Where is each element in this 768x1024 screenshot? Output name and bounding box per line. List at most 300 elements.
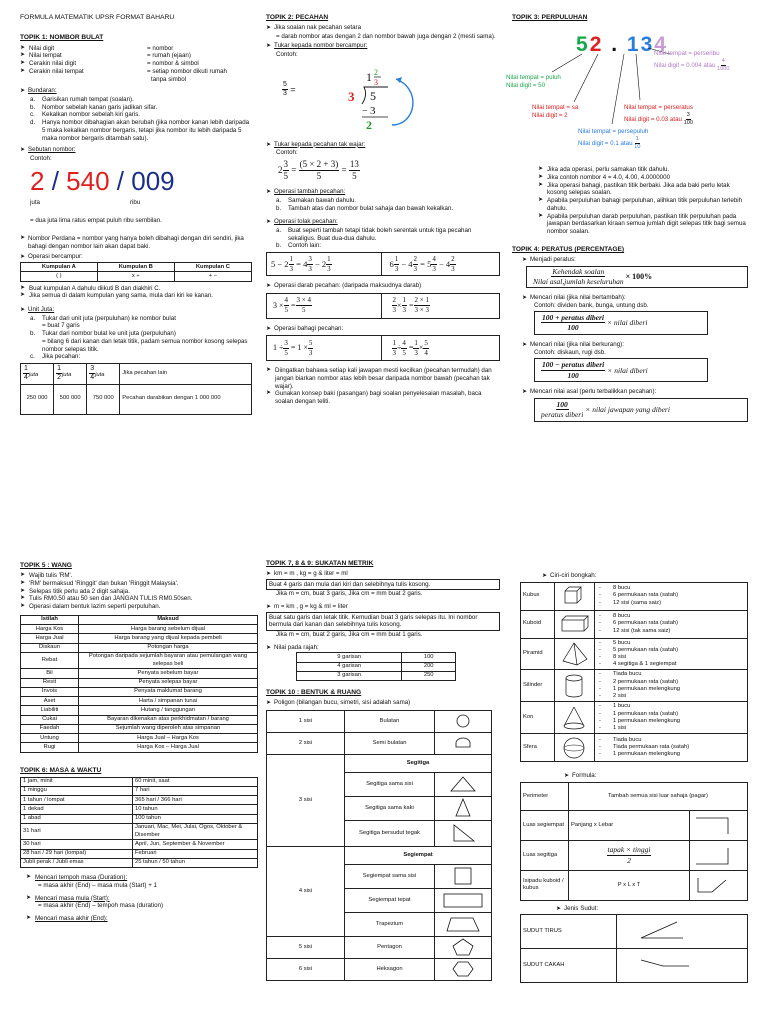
dash: - — [599, 613, 601, 620]
topic-2-heading: TOPIK 2: PECAHAN — [266, 14, 329, 21]
juta-cell: 250 000 — [21, 384, 54, 414]
arrow-icon: ➤ — [266, 283, 272, 290]
unit-juta-item-text: Jika pecahan: — [42, 353, 81, 361]
sudut-name: SUDUT TIRUS — [521, 915, 617, 949]
dash: - — [599, 627, 601, 634]
bongkah-desc-line — [599, 600, 743, 607]
arrow-icon: ➤ — [266, 644, 272, 651]
topic-10-heading: TOPIK 10 : BENTUK & RUANG — [266, 689, 362, 697]
masa-note — [20, 915, 258, 923]
label-perseribu: Nilai tempat = perseribu Nilai digit = 0.004 atau $\frac{4}{1000}$ — [654, 50, 730, 72]
ciri-heading: Ciri-ciri bongkah: — [550, 572, 597, 579]
metric-rule-1: km = m , kg = g & liter = ml — [274, 570, 348, 578]
obtuse-angle-icon — [617, 949, 748, 983]
wang-item-text: 'RM' bermaksud 'Ringgit' dan bukan 'Ringgit Malaysia'. — [29, 579, 179, 587]
bongkah-desc-text: 6 permukaan rata (satah) — [613, 592, 679, 599]
poligon-sisi: 6 sisi — [267, 958, 345, 980]
kon-icon — [555, 702, 595, 734]
darab-heading: Operasi darab pecahan: (daripada maksudnya darab) — [274, 282, 422, 290]
svg-text:2: 2 — [366, 117, 372, 132]
perpuluhan-note-text: Apabila perpuluhan bahagi perpuluhan, alihkan titik perpuluhan terlebih dahulu. — [547, 197, 743, 212]
unit-juta-list — [20, 315, 252, 362]
perpuluhan-note — [538, 213, 748, 236]
poligon-nama: Segiempat sama sisi — [345, 864, 435, 888]
bongkah-desc-line — [599, 737, 743, 744]
setara-text: Jika soalan nak pecahan setara — [274, 24, 362, 32]
topic-4-heading: TOPIK 4: PERATUS (PERCENTAGE) — [512, 245, 625, 253]
arrow-icon: ➤ — [266, 189, 272, 196]
bongkah-desc — [595, 702, 748, 734]
rajah-key: 9 garisan — [297, 653, 402, 662]
bongkah-desc-text: 1 bucu — [613, 703, 631, 710]
wang-term: Liabiliti — [21, 706, 79, 715]
masa-value: 365 hari / 366 hari — [133, 796, 258, 805]
wang-meaning: Harta / simpanan tunai — [79, 697, 258, 706]
arrow-icon: ➤ — [522, 341, 528, 348]
segitiga-sama-sisi-icon — [435, 772, 492, 796]
bongkah-name: Kubus — [521, 582, 555, 610]
label-puluh: Nilai tempat = puluh Nilai digit = 50 — [506, 74, 561, 89]
bulatan-icon — [435, 710, 492, 732]
masa-note-title — [26, 895, 258, 903]
bongkah-desc-line — [599, 628, 743, 635]
topic-5-heading: TOPIK 5 : WANG — [20, 562, 72, 569]
wang-term: Invois — [21, 687, 79, 696]
arrow-icon: ➤ — [20, 595, 26, 602]
dash: - — [599, 685, 601, 692]
wang-meaning: Penyata maklumat barang — [79, 687, 258, 696]
unit-juta-heading: Unit Juta: — [28, 306, 55, 314]
wang-meaning: Harga Kos – Harga Jual — [79, 743, 258, 752]
definition-value: = rumah (ejaan) — [147, 52, 191, 60]
pecahan-notes — [266, 367, 500, 406]
arrow-icon: ➤ — [266, 141, 272, 148]
formula-box-3: $\frac{\text{100 − peratus diberi}}{100}$ × nilai diberi — [534, 358, 708, 382]
bongkah-name: Silinder — [521, 670, 555, 702]
masa-key: 31 hari — [21, 823, 133, 839]
wang-col-header: Maksud — [79, 615, 258, 624]
campur-col-header: Kumpulan A — [21, 263, 98, 272]
wang-meaning: Harga barang sebelum dijual — [79, 625, 258, 634]
svg-text:1: 1 — [366, 69, 372, 84]
pecahan-note — [266, 390, 500, 406]
unit-juta-item — [20, 353, 252, 361]
number-reading: = dua juta lima ratus empat puluh ribu sembilan. — [30, 217, 162, 225]
poligon-nama: Segitiga bersudut tegak — [345, 820, 435, 846]
campur-heading: Operasi bercampur: — [28, 252, 83, 260]
arrow-icon: ➤ — [20, 307, 26, 314]
unit-juta-item — [20, 315, 252, 323]
bongkah-desc-line — [599, 686, 743, 693]
wang-row — [21, 643, 258, 652]
bongkah-desc-line — [599, 585, 743, 592]
column-2 — [266, 14, 500, 406]
masa-value: 100 tahun — [133, 814, 258, 823]
campur-pecahan-heading: Tukar kepada nombor bercampur: — [274, 42, 368, 50]
denominator: 4 — [24, 374, 28, 382]
label-perseratus: Nilai tempat = perseratus Nilai digit = 0.03 atau $\frac{3}{100}$ — [624, 104, 693, 126]
bundaran-item-text: Kekalkan nombor sebelah kiri garis. — [42, 111, 141, 119]
sudut-name: SUDUT CAKAH — [521, 949, 617, 983]
masa-row — [21, 786, 258, 795]
segitiga-bersudut-tegak-icon — [435, 820, 492, 846]
tolak-example-box: 5 − 2 $\frac{1}{3}$ = 4 $\frac{3}{3}$ − 2 $\frac{1}{3}$ 6 $\frac{1}{3}$ − 4 $\frac{2}{3}$ = 5 $\frac{4}{3}$ − 4 $\frac{2}{3}$ — [266, 252, 500, 276]
bongkah-desc-line — [599, 693, 743, 700]
topic-1-heading: TOPIK 1: NOMBOR BULAT — [20, 34, 104, 42]
masa-note-text: Mencari tempoh masa (Duration): — [35, 874, 128, 882]
peratus-p3-contoh: Contoh: diskaun, rugi dsb. — [534, 349, 606, 357]
unit-juta-item-text: Tukar dari nombor bulat ke unit juta (perpuluhan) — [42, 330, 176, 338]
unit-juta-item-key: c. — [30, 353, 35, 361]
poligon-nama: Semi bulatan — [345, 732, 435, 754]
wang-meaning: Potongan daripada sejumlah bayaran atau pemulangan wang selepas beli — [79, 652, 258, 668]
bundaran-item — [20, 111, 252, 119]
masa-note-title — [26, 874, 258, 882]
topic-6-heading: TOPIK 6: MASA & WAKTU — [20, 766, 102, 774]
arrow-icon: ➤ — [26, 915, 32, 922]
arrow-icon: ➤ — [26, 874, 32, 881]
pecahan-note — [266, 367, 500, 390]
bundaran-item-key: c. — [30, 111, 35, 119]
juta-header-last: Jika pecahan lain — [120, 364, 252, 385]
tambah-list — [266, 197, 500, 213]
bongkah-desc-line — [599, 751, 743, 758]
wang-row — [21, 743, 258, 752]
masa-value: 60 minit, saat — [133, 777, 258, 786]
metric-rule-1b: Jika m = cm, buat 3 garis, Jika cm = mm buat 2 garis. — [276, 590, 423, 598]
wang-term: Aset — [21, 697, 79, 706]
metric-rule-2: m = km , g = kg & ml = liter — [274, 603, 348, 611]
column-3-bottom — [520, 572, 748, 983]
heksagon-icon — [435, 958, 492, 980]
decimal-place-value-diagram — [506, 24, 748, 164]
arrow-icon: ➤ — [266, 325, 272, 332]
dash: - — [599, 599, 601, 606]
wang-table — [20, 615, 258, 753]
dash: - — [599, 661, 601, 668]
juta-cell: 750 000 — [87, 384, 120, 414]
tolak-list — [266, 227, 500, 250]
formula-key: Perimeter — [521, 782, 569, 810]
bundaran-list — [20, 96, 252, 143]
segiempat-sama-icon — [435, 864, 492, 888]
perpuluhan-note — [538, 182, 748, 198]
unit-juta-item — [20, 338, 252, 354]
bongkah-desc-line — [599, 703, 743, 710]
dash: - — [599, 585, 601, 592]
bundaran-item-text: Nombor sebelah kanan garis jadikan sifar. — [42, 103, 158, 111]
bongkah-name: Piramid — [521, 638, 555, 670]
definition-key: Nilai digit — [29, 44, 55, 52]
bongkah-desc-text: 8 sisi — [613, 653, 627, 660]
masa-value: Januari, Mac, Mei, Julai, Ogos, Oktober & Disember — [133, 823, 258, 839]
juta-unit: juta — [62, 371, 72, 378]
formula-box-2: $\frac{\text{100 + peratus diberi}}{100}$ × nilai diberi — [534, 311, 708, 335]
bongkah-desc — [595, 638, 748, 670]
arrow-icon: ➤ — [266, 390, 272, 397]
campur-table — [20, 262, 252, 281]
numerator: 1 — [56, 365, 62, 375]
bongkah-desc-line — [599, 744, 743, 751]
poligon-nama: Trapezium — [345, 912, 435, 936]
campur-note — [20, 285, 252, 293]
masa-note — [20, 874, 258, 890]
tambah-item-text: Tambah atas dan nombor bulat sahaja dan bawah kekalkan. — [288, 204, 454, 212]
wang-term: Resit — [21, 678, 79, 687]
digit-2: 2 — [589, 33, 604, 57]
unit-juta-item-key — [30, 322, 42, 330]
masa-row — [21, 805, 258, 814]
dash: - — [599, 751, 601, 758]
masa-value: Februari — [133, 849, 258, 858]
semi-bulatan-icon — [435, 732, 492, 754]
wang-item — [20, 603, 258, 611]
bundaran-item-key: b. — [30, 103, 36, 111]
definition-key: Nilai tempat — [29, 52, 62, 60]
tambah-heading: Operasi tambah pecahan: — [274, 188, 346, 196]
label-ribu: ribu — [130, 199, 141, 207]
piramid-icon — [555, 638, 595, 670]
masa-key: 28 hari / 29 hari (lompat) — [21, 849, 133, 858]
formula-heading: Formula: — [572, 772, 597, 780]
poligon-nama: Segitiga sama kaki — [345, 796, 435, 820]
trapezium-icon — [435, 912, 492, 936]
bongkah-desc-text: 1 sisi — [613, 725, 627, 732]
arrow-icon: ➤ — [20, 284, 26, 291]
rajah-key: 4 garisan — [297, 662, 402, 671]
wang-item — [20, 572, 258, 580]
arrow-icon: ➤ — [266, 367, 272, 374]
peratus-p4: Mencari nilai asal (perlu terbalikkan pecahan): — [530, 388, 657, 396]
arrow-icon: ➤ — [522, 294, 528, 301]
arrow-icon: ➤ — [556, 905, 562, 912]
masa-value: 7 hari — [133, 786, 258, 795]
wang-meaning: Penyata sebelum bayar — [79, 669, 258, 678]
masa-row — [21, 777, 258, 786]
arrow-icon: ➤ — [266, 571, 272, 578]
tambah-item — [266, 197, 500, 205]
arrow-icon: ➤ — [20, 44, 26, 51]
masa-key: 1 abad — [21, 814, 133, 823]
bongkah-desc-text: 1 permukaan melengkung — [613, 685, 681, 692]
poligon-sisi: 2 sisi — [267, 732, 345, 754]
definition-row — [20, 52, 252, 60]
contoh-label: Contoh: — [30, 154, 52, 162]
masa-key: 1 jam, minit — [21, 777, 133, 786]
perpuluhan-note — [538, 174, 748, 182]
formula-table — [520, 782, 748, 901]
segiempat-tepat-icon — [435, 888, 492, 912]
sebutan-heading: Sebutan nombor: — [28, 146, 76, 154]
metric-box-1: Buat 4 garis dan mula dari kiri dan selebihnya tulis kosong. — [266, 579, 500, 591]
numerator: 3 — [89, 365, 95, 375]
arrow-icon: ➤ — [522, 257, 528, 264]
bongkah-name: Sfera — [521, 734, 555, 762]
pecahan-note-text: Diingatkan bahawa setiap kali jawapan mesti kecilkan (pecahan termudah) dan jangan biarkan nombor atas lebih besar daripada nombor bawah (pecahan tak wajar). — [275, 367, 492, 390]
segitiga-sama-kaki-icon — [435, 796, 492, 820]
poligon-sisi: 3 sisi — [267, 754, 345, 846]
dash: - — [599, 592, 601, 599]
campur-cell: ( ) — [21, 272, 98, 281]
bongkah-name: Kon — [521, 702, 555, 734]
arrow-icon: ➤ — [20, 52, 26, 59]
topic-3-heading: TOPIK 3: PERPULUHAN — [512, 14, 588, 21]
dash: - — [599, 678, 601, 685]
unit-juta-item-key: a. — [30, 314, 36, 322]
kuboid-icon — [555, 610, 595, 638]
formula-key: Luas segitiga — [521, 840, 569, 870]
arrow-icon: ➤ — [20, 253, 26, 260]
unit-juta-item — [20, 322, 252, 330]
rajah-row — [297, 671, 456, 680]
tolak-heading: Operasi tolak pecahan: — [274, 218, 338, 226]
wang-item — [20, 595, 258, 603]
arrow-icon: ➤ — [20, 292, 26, 299]
definition-value: = nombor & simbol — [147, 60, 199, 68]
mixed-number-illustration — [266, 59, 500, 139]
bongkah-desc-line — [599, 647, 743, 654]
dash: - — [599, 653, 601, 660]
bongkah-desc-line — [599, 718, 743, 725]
masa-value: April, Jun, September & November — [133, 840, 258, 849]
tambah-item-key: a. — [276, 196, 282, 204]
bongkah-desc-line — [599, 661, 743, 668]
unit-juta-item-text: = buat 7 garis — [42, 322, 80, 330]
masa-key: 1 tahun / lompat — [21, 796, 133, 805]
bundaran-item — [20, 96, 252, 104]
masa-note-text: Mencari masa mula (Start): — [35, 894, 110, 902]
formula-value: $\frac{\text{tapak × tinggi}}{2}$ — [569, 840, 690, 870]
perpuluhan-note-text: Jika contoh nombor 4 = 4.0, 4.00, 4.0000000 — [547, 173, 671, 181]
wang-row — [21, 687, 258, 696]
arrow-icon: ➤ — [542, 573, 548, 579]
numerator: 1 — [23, 365, 29, 375]
bongkah-name: Kuboid — [521, 610, 555, 638]
bundaran-item — [20, 119, 252, 142]
svg-text:3: 3 — [374, 77, 378, 87]
rajah-heading: Nilai pada rajah: — [274, 643, 319, 651]
bundaran-item-text: Hanya nombor dibahagian akan berubah (jika nombor kanan lebih daripada 5 maka kekalkan nombor bergaris, tetapi jika nombor itu lebih daripada 5 maka nombor bergaris ditambah satu). — [42, 119, 250, 142]
formula-key: Luas segiempat — [521, 810, 569, 840]
topic-1-definitions — [20, 45, 252, 76]
bongkah-desc-text: 1 permukaan melengkung — [613, 717, 681, 724]
bongkah-desc-text: 8 bucu — [613, 613, 631, 620]
svg-text:5: 5 — [370, 88, 376, 103]
bahagi-heading: Operasi bahagi pecahan: — [274, 324, 344, 332]
wang-term: Untung — [21, 734, 79, 743]
bongkah-desc — [595, 582, 748, 610]
masa-note-desc: = masa akhir (End) – tempoh masa (duration) — [38, 902, 164, 910]
wang-row — [21, 706, 258, 715]
masa-row — [21, 858, 258, 867]
metric-box-2: Buat satu garis dan letak titik. Kemudian buat 3 garis selepas itu. Ini nombor bermula dari kanan dan selebihnya tulis kosong. — [266, 612, 500, 632]
arrow-icon: ➤ — [266, 219, 272, 226]
poligon-heading: Poligon (bilangan bucu, simetri, sisi adalah sama) — [274, 699, 411, 707]
masa-value: 10 tahun — [133, 805, 258, 814]
bongkah-desc-text: 1 permukaan melengkung — [613, 751, 681, 758]
digit-5: 5 — [576, 33, 590, 57]
arrow-icon: ➤ — [20, 67, 26, 74]
masa-note-desc: = masa akhir (End) – masa mula (Start) + 1 — [38, 881, 157, 889]
bongkah-desc-line — [599, 725, 743, 732]
tolak-item-text: Contoh lain: — [288, 242, 322, 250]
arrow-icon: ➤ — [564, 773, 570, 780]
segitiga-heading: Segitiga — [345, 754, 492, 772]
poligon-table — [266, 710, 492, 981]
dash: - — [599, 671, 601, 678]
masa-note-title — [26, 915, 258, 923]
metric-rule-2b: Jika m = cm, buat 2 garis, Jika cm = mm buat 1 garis. — [276, 631, 423, 639]
campur-note — [20, 292, 252, 300]
tolak-item-key: b. — [276, 242, 282, 250]
bongkah-table — [520, 582, 748, 763]
digit-3: 3 — [640, 33, 655, 57]
bongkah-desc-line — [599, 620, 743, 627]
wang-term: Rugi — [21, 743, 79, 752]
bongkah-row — [521, 582, 748, 610]
dash: - — [599, 620, 601, 627]
juta-fraction-header — [21, 364, 54, 385]
silinder-icon — [555, 670, 595, 702]
label-juta: juta — [30, 199, 40, 207]
wang-term: Faedah — [21, 724, 79, 733]
perpuluhan-note-text: Jika ada operasi, perlu samakan titik dahulu. — [547, 166, 670, 174]
big-number — [20, 167, 252, 196]
wang-item-text: Selepas titik perlu ada 2 digit sahaja. — [29, 587, 130, 595]
dash: - — [599, 725, 601, 732]
dash: - — [599, 736, 601, 743]
segiempat-heading: Segiempat — [345, 846, 492, 864]
bundaran-item-key: a. — [30, 95, 36, 103]
rajah-row — [297, 653, 456, 662]
poligon-nama: Segiempat tepat — [345, 888, 435, 912]
arrow-icon: ➤ — [26, 894, 32, 901]
column-3 — [506, 14, 748, 428]
wang-term: Bil — [21, 669, 79, 678]
formula-value: P x L x T — [569, 870, 690, 900]
bongkah-desc-line — [599, 592, 743, 599]
poligon-nama: Pentagon — [345, 936, 435, 958]
rectangle-corner-icon — [690, 810, 748, 840]
bongkah-desc-text: 1 permukaan rata (satah) — [613, 710, 679, 717]
wang-term: Diskaun — [21, 643, 79, 652]
wang-row — [21, 625, 258, 634]
arrow-icon: ➤ — [266, 43, 272, 50]
bongkah-desc-text: 2 permukaan rata (satah) — [613, 678, 679, 685]
bongkah-desc-text: 5 permukaan rata (satah) — [613, 646, 679, 653]
dash: - — [599, 717, 601, 724]
poligon-nama: Bulatan — [345, 710, 435, 732]
bongkah-row — [521, 638, 748, 670]
arrow-icon: ➤ — [20, 147, 26, 154]
campur-cell: x ÷ — [97, 272, 174, 281]
poligon-nama: Heksagon — [345, 958, 435, 980]
topic-5-list — [20, 572, 258, 611]
bongkah-row — [521, 702, 748, 734]
bundaran-item-text: Garisikan rumah tempat (soalan). — [42, 95, 134, 103]
definition-value: = setiap nombor dikuti rumah — [147, 67, 227, 75]
wang-meaning: Penyata selepas bayar — [79, 678, 258, 687]
masa-table — [20, 777, 258, 868]
campur-note-text: Buat kumpulan A dahulu diikuti B dan diakhiri C. — [29, 284, 161, 292]
wang-term: Cukai — [21, 715, 79, 724]
arrow-icon: ➤ — [20, 579, 26, 586]
campur-notes — [20, 285, 252, 301]
wang-meaning: Harga Jual – Harga Kos — [79, 734, 258, 743]
tolak-item-key: a. — [276, 226, 282, 234]
arrow-icon: ➤ — [266, 700, 272, 707]
long-division-svg — [326, 59, 486, 139]
